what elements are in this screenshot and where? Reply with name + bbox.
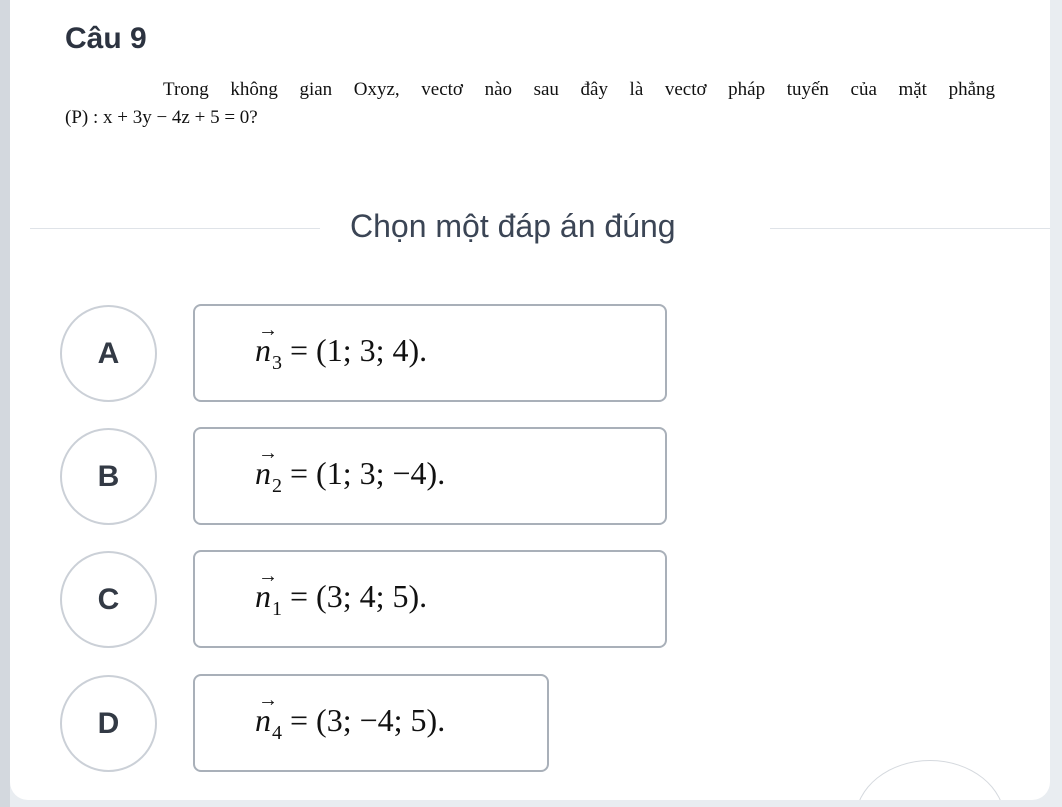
option-d-formula [255,689,446,745]
option-d-value: = (3; −4; 5). [282,702,446,738]
divider-line-right [770,228,1050,229]
question-text [65,76,995,132]
option-a-formula [255,319,428,375]
scroll-edge [0,0,10,807]
option-a[interactable] [55,300,675,410]
option-d-vector: → $n_4$ [255,689,282,744]
option-a-letter[interactable]: A [60,305,157,402]
option-c[interactable] [55,546,675,656]
option-b-vector: → $n_2$ [255,442,282,497]
option-c-box[interactable] [193,550,667,648]
option-a-value: = (1; 3; 4). [282,332,428,368]
option-c-formula [255,565,428,621]
question-card [10,0,1050,800]
divider-line-left [30,228,320,229]
option-a-box[interactable] [193,304,667,402]
question-line-2: (P) : x + 3y − 4z + 5 = 0? [65,107,258,128]
question-line-1: Trong không gian Oxyz, vectơ nào sau đây là vectơ pháp tuyến của mặt phẳng [163,79,995,100]
option-d-letter[interactable]: D [60,675,157,772]
option-c-value: = (3; 4; 5). [282,578,428,614]
option-b-formula [255,442,446,498]
option-b[interactable] [55,423,675,533]
option-b-letter[interactable]: B [60,428,157,525]
option-a-vector: → $n_3$ [255,319,282,374]
option-b-box[interactable] [193,427,667,525]
question-title: Câu 9 [65,22,147,55]
option-c-vector: → $n_1$ [255,565,282,620]
option-c-letter[interactable]: C [60,551,157,648]
divider-text: Chọn một đáp án đúng [350,208,676,244]
option-d-box[interactable] [193,674,549,772]
answer-divider [30,200,1050,256]
decorative-arc [855,760,1005,800]
option-d[interactable] [55,670,675,780]
option-b-value: = (1; 3; −4). [282,455,446,491]
